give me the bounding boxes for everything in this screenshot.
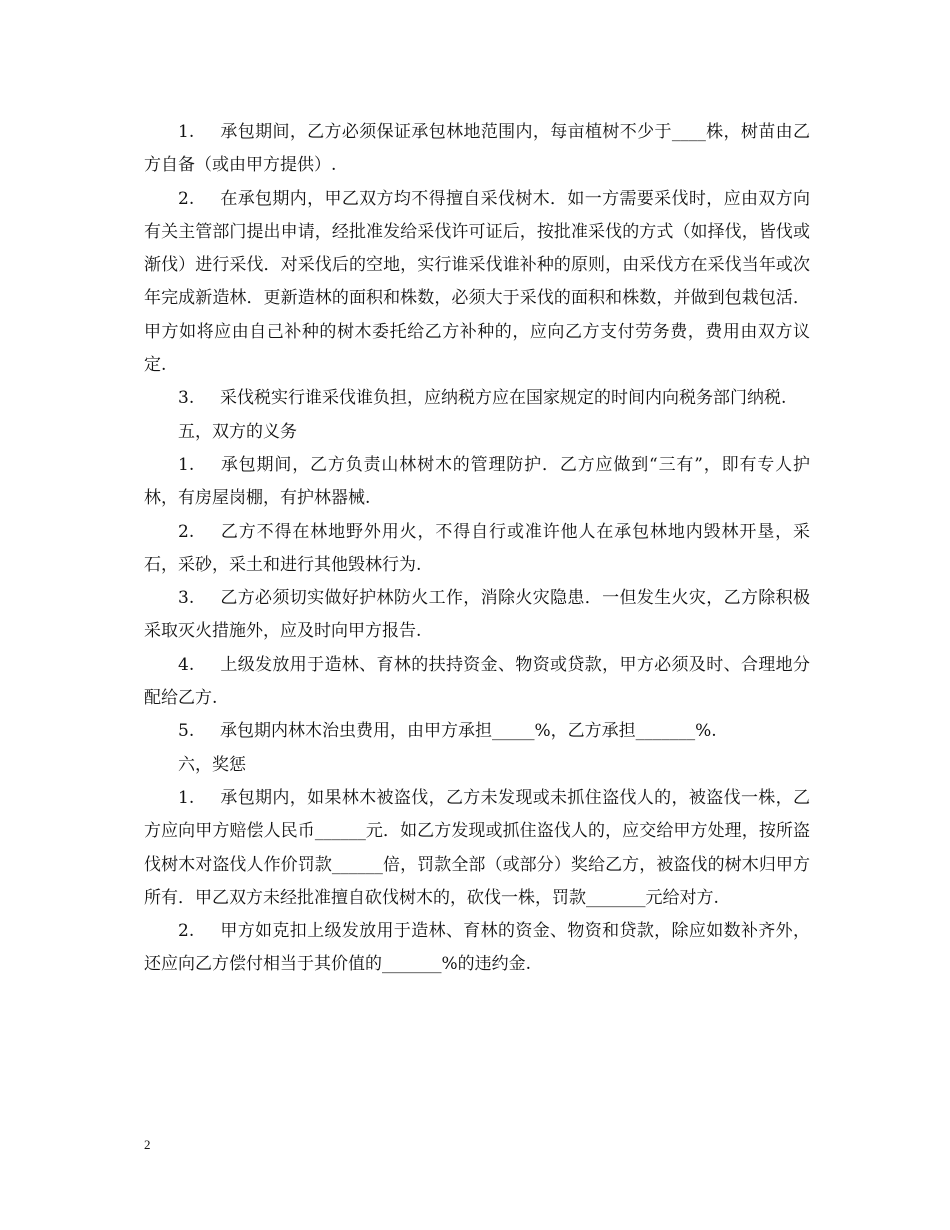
clause-text: 采伐税实行谁采伐谁负担，应纳税方应在国家规定的时间内向税务部门纳税. — [220, 388, 787, 409]
page-number: 2 — [144, 1137, 151, 1152]
clause-6-1 — [144, 782, 810, 915]
clause-number: 2. — [178, 521, 195, 542]
clause-number: 4. — [178, 654, 195, 675]
clause-number: 2. — [178, 921, 195, 942]
clause-5-5 — [144, 715, 810, 748]
clause-5-2 — [144, 516, 810, 583]
clause-number: 3. — [178, 588, 195, 609]
section-heading-obligations: 五，双方的义务 — [178, 421, 297, 442]
clause-4-1 — [144, 116, 810, 183]
section-heading-rewards-penalties: 六，奖惩 — [178, 754, 246, 775]
clause-number: 1. — [178, 122, 195, 142]
clause-5-1 — [144, 449, 810, 516]
clause-5-3 — [144, 582, 810, 649]
clause-text: 乙方不得在林地野外用火，不得自行或准许他人在承包林地内毁林开垦，采石，采砂，采土和进行其他毁林行为. — [144, 521, 810, 575]
clause-text: 承包期间，乙方必须保证承包林地范围内，每亩植树不少于____株，树苗由乙方自备（或由甲方提供）. — [144, 122, 810, 176]
clause-number: 2. — [178, 188, 195, 209]
clause-text: 上级发放用于造林、育林的扶持资金、物资或贷款，甲方必须及时、合理地分配给乙方. — [144, 654, 810, 709]
clause-text: 承包期内，如果林木被盗伐，乙方未发现或未抓住盗伐人的，被盗伐一株，乙方应向甲方赔偿人民币______元．如乙方发现或抓住盗伐人的，应交给甲方处理，按所盗伐树木对盗伐人作价罚款______倍，罚款全部（或部分）奖给乙方，被盗伐的树木归甲方所有．甲乙双方未经批准擅自砍伐树木的，砍伐一株，罚款_______元给对方. — [144, 787, 810, 908]
clause-number: 3. — [178, 388, 195, 409]
clause-text: 在承包期内，甲乙双方均不得擅自采伐树木．如一方需要采伐时，应由双方向有关主管部门提出申请，经批准发给采伐许可证后，按批准采伐的方式（如择伐，皆伐或渐伐）进行采伐．对采伐后的空地，实行谁采伐谁补种的原则，由采伐方在采伐当年或次年完成新造林．更新造林的面积和株数，必须大于采伐的面积和株数，并做到包栽包活．甲方如将应由自己补种的树木委托给乙方补种的，应向乙方支付劳务费，费用由双方议定. — [144, 188, 810, 376]
clause-text: 承包期间，乙方负责山林树木的管理防护．乙方应做到“三有”，即有专人护林，有房屋岗棚，有护林器械. — [144, 454, 810, 509]
document-body — [144, 116, 810, 982]
clause-number: 1. — [178, 787, 195, 808]
clause-4-3 — [144, 382, 810, 415]
clause-5-4 — [144, 649, 810, 716]
clause-4-2 — [144, 183, 810, 383]
clause-text: 承包期内林木治虫费用，由甲方承担_____%，乙方承担_______%. — [220, 721, 717, 742]
clause-6-2 — [144, 915, 810, 982]
clause-number: 5. — [178, 721, 195, 742]
clause-number: 1. — [178, 454, 195, 475]
clause-text: 乙方必须切实做好护林防火工作，消除火灾隐患．一但发生火灾，乙方除积极采取灭火措施外，应及时向甲方报告. — [144, 588, 810, 642]
clause-text: 甲方如克扣上级发放用于造林、育林的资金、物资和贷款，除应如数补齐外，还应向乙方偿付相当于其价值的_______%的违约金. — [144, 921, 810, 975]
